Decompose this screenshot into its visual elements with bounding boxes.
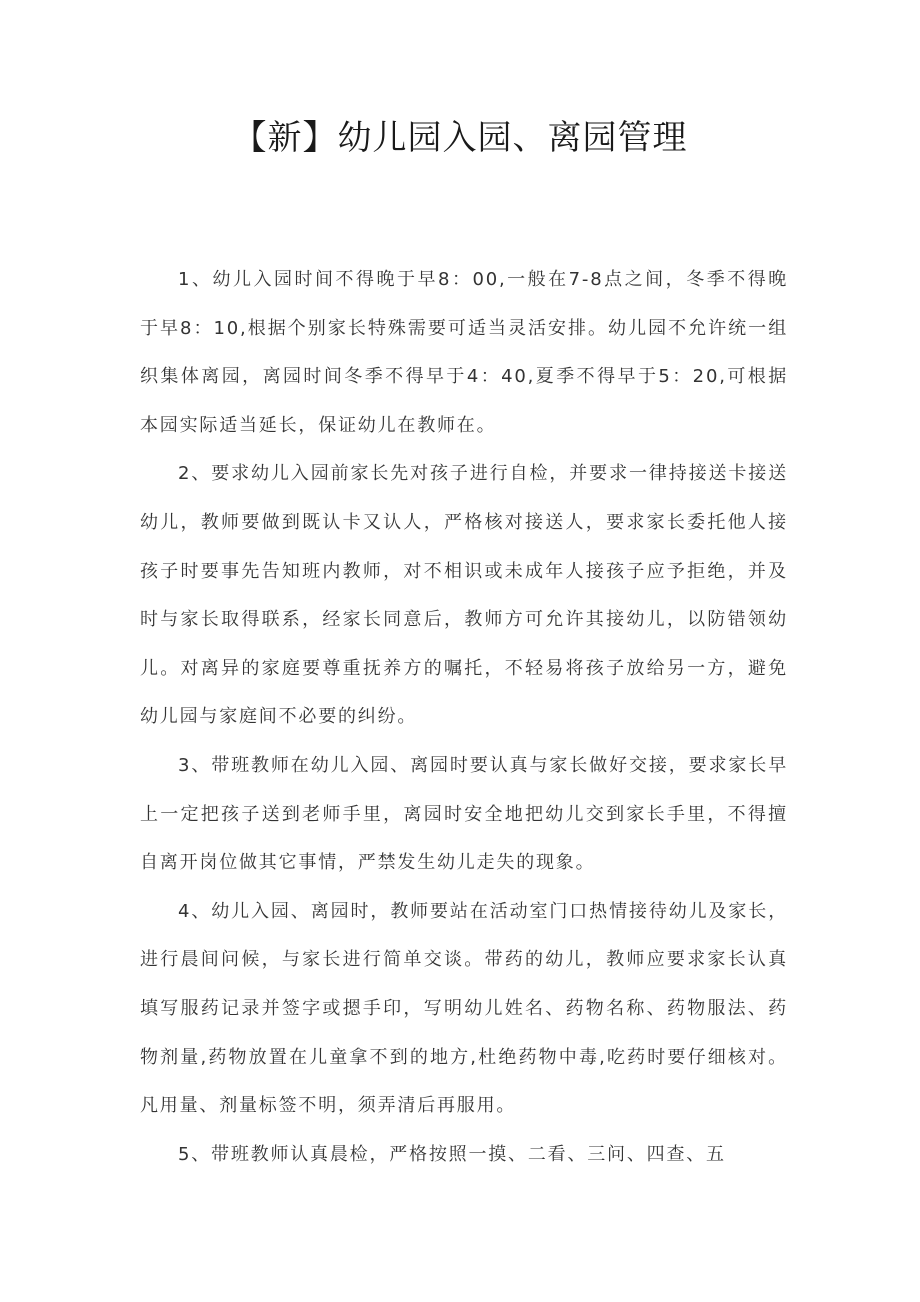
- paragraph-1: 1、幼儿入园时间不得晚于早8：00,一般在7-8点之间，冬季不得晚于早8：10,根据个别家长特殊需要可适当灵活安排。幼儿园不允许统一组织集体离园，离园时间冬季不得早于4：40,夏季不得早于5：20,可根据本园实际适当延长，保证幼儿在教师在。: [140, 269, 788, 436]
- document-body: [140, 256, 788, 1179]
- document-title: 【新】幼儿园入园、离园管理: [232, 118, 688, 158]
- paragraph-5: 5、带班教师认真晨检，严格按照一摸、二看、三问、四查、五: [178, 1143, 726, 1165]
- paragraph-3: 3、带班教师在幼儿入园、离园时要认真与家长做好交接，要求家长早上一定把孩子送到老师手里，离园时安全地把幼儿交到家长手里，不得擅自离开岗位做其它事情，严禁发生幼儿走失的现象。: [140, 754, 788, 874]
- paragraph-4: 4、幼儿入园、离园时，教师要站在活动室门口热情接待幼儿及家长，进行晨间问候，与家长进行简单交谈。带药的幼儿，教师应要求家长认真填写服药记录并签字或摁手印，写明幼儿姓名、药物名称、药物服法、药物剂量,药物放置在儿童拿不到的地方,杜绝药物中毒,吃药时要仔细核对。凡用量、剂量标签不明，须弄清后再服用。: [140, 900, 788, 1117]
- paragraph-2: 2、要求幼儿入园前家长先对孩子进行自检，并要求一律持接送卡接送幼儿，教师要做到既认卡又认人，严格核对接送人，要求家长委托他人接孩子时要事先告知班内教师，对不相识或未成年人接孩子应予拒绝，并及时与家长取得联系，经家长同意后，教师方可允许其接幼儿，以防错领幼儿。对离异的家庭要尊重抚养方的嘱托，不轻易将孩子放给另一方，避免幼儿园与家庭间不必要的纠纷。: [140, 463, 788, 728]
